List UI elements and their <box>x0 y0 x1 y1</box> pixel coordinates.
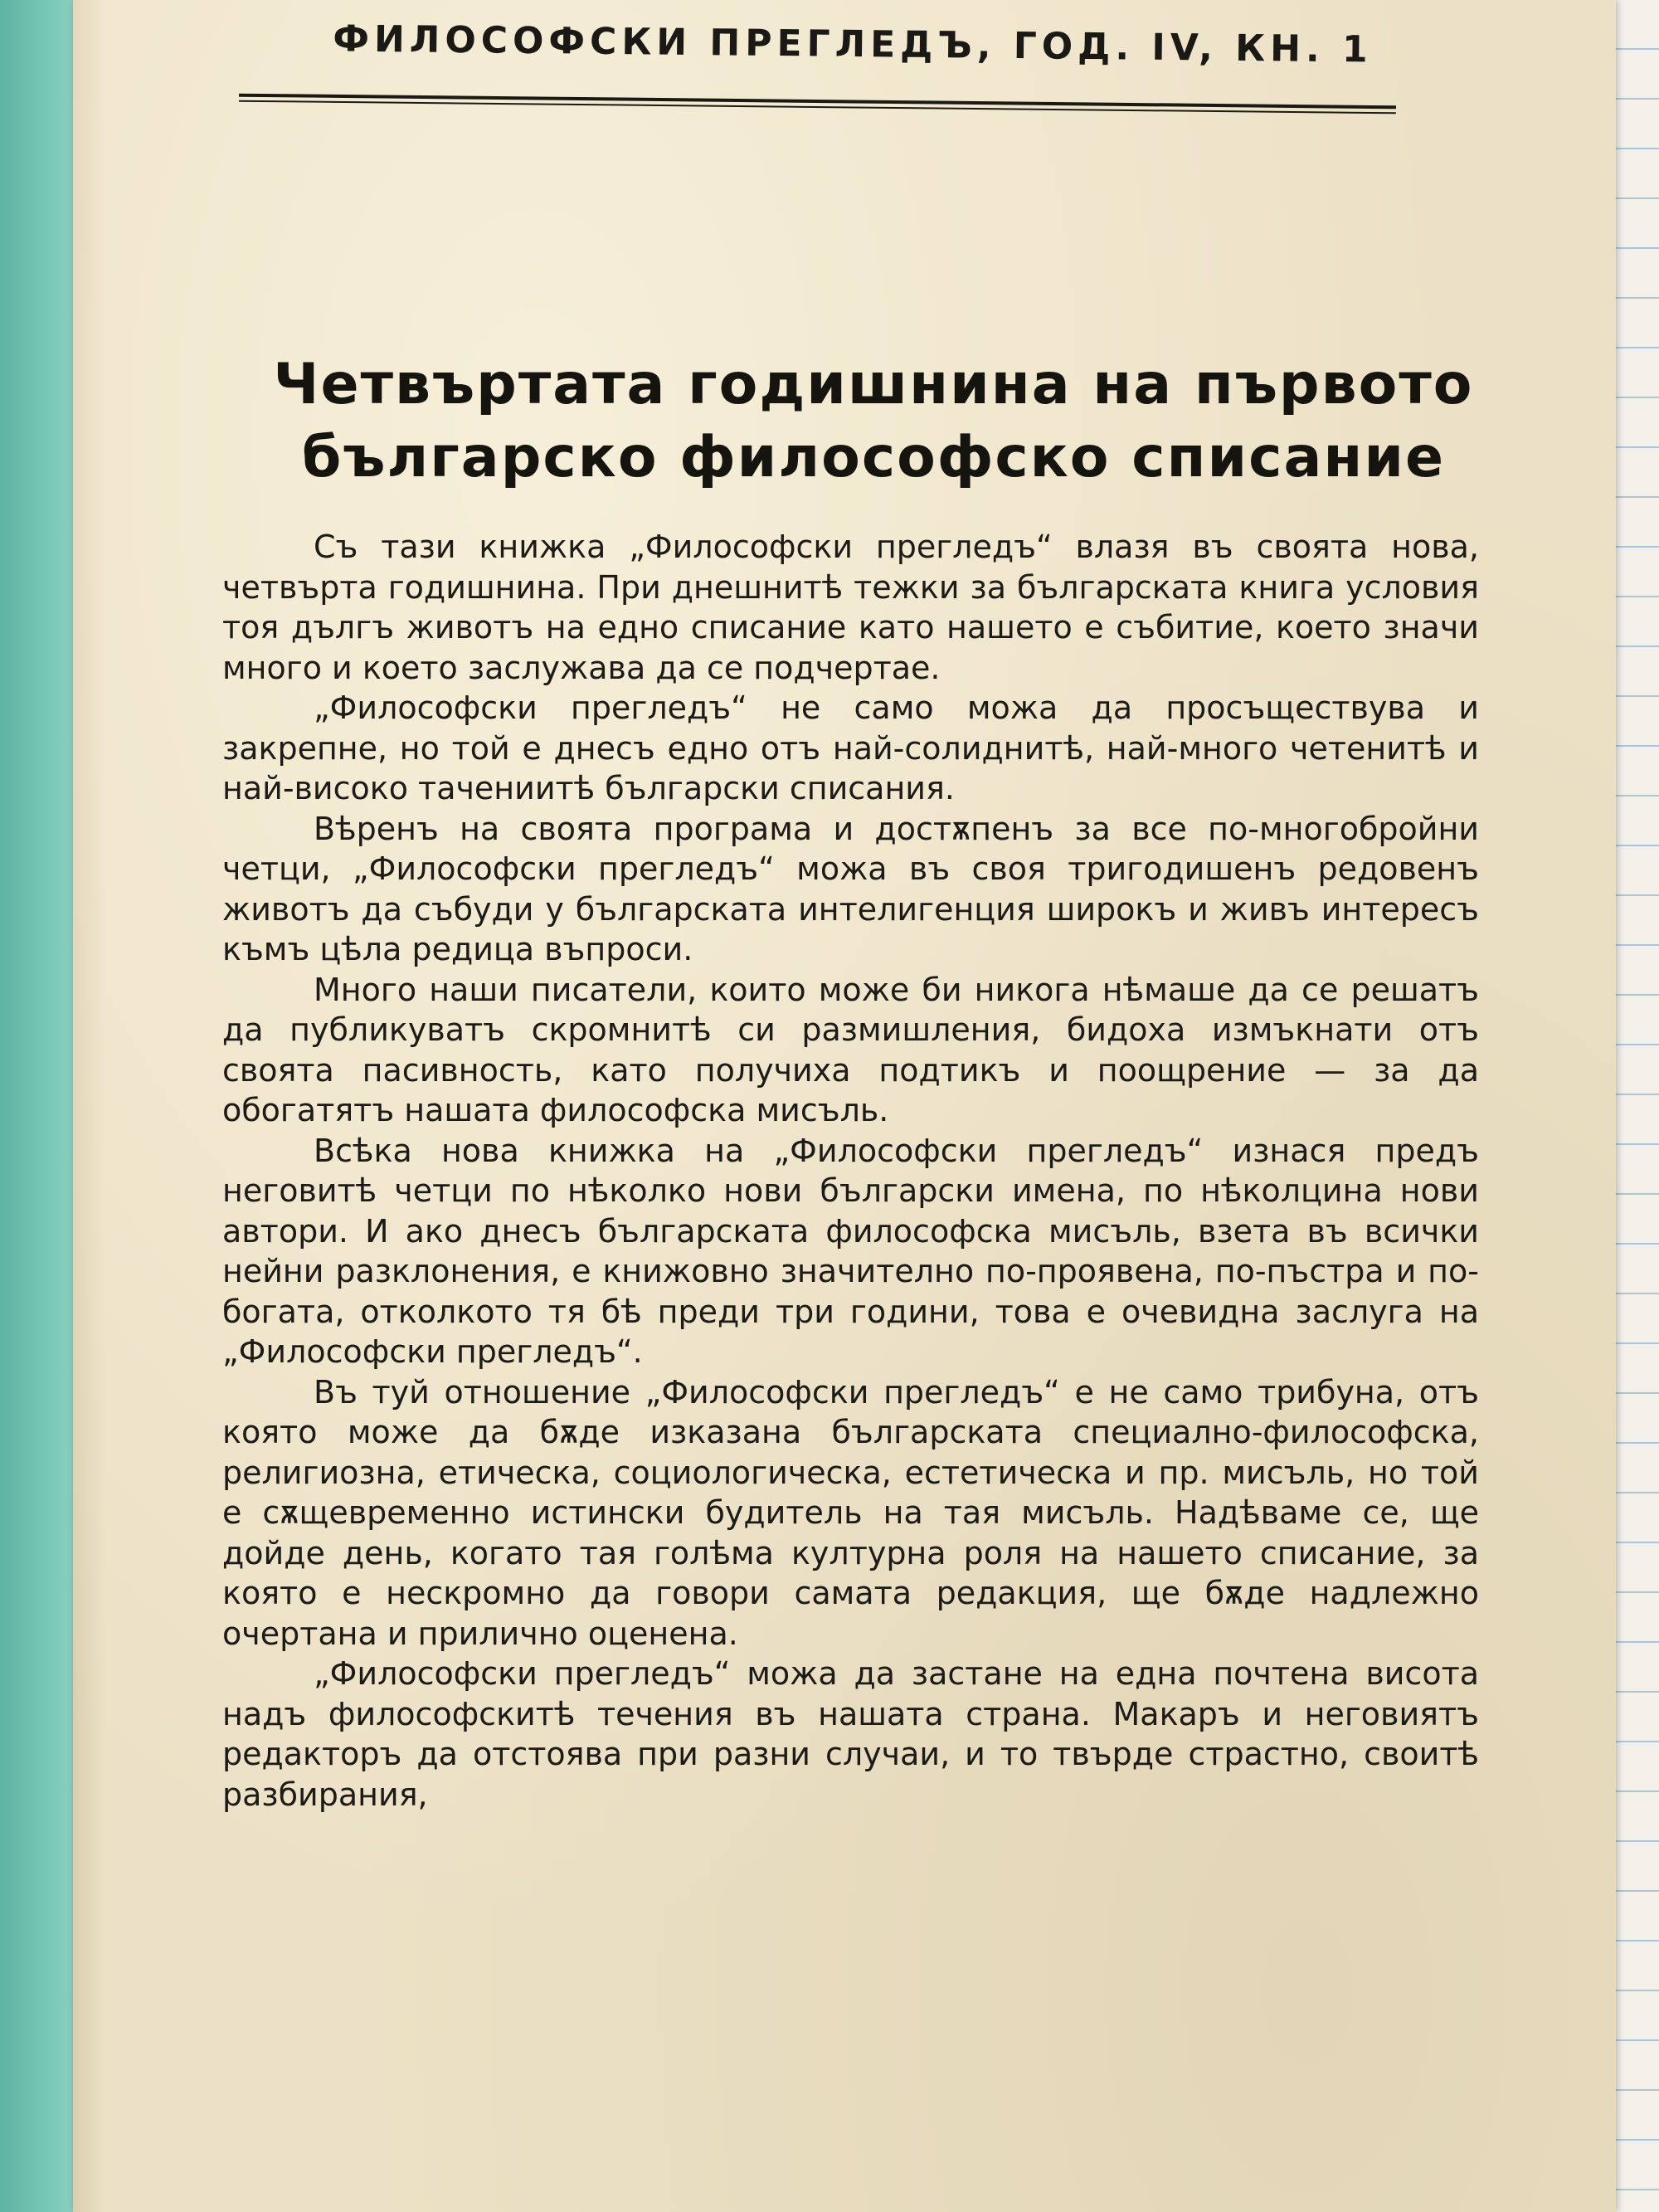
paragraph: Въ туй отношение „Философски прегледъ“ е не само трибуна, отъ която може да бѫде изказана българската специално-философска, религиозна, етическа, социологическа, естетическа и пр. мисъль, но той е сѫщевременно истински будитель на тая мисъль. Надѣваме се, ще дойде день, когато тая голѣма културна роля на нашето списание, за която е нескромно да говори самата редакция, ще бѫде надлежно очертана и прилично оценена. <box>222 1373 1479 1652</box>
title-line-2: българско философско списание <box>301 425 1446 490</box>
article-title <box>226 348 1520 495</box>
book-page <box>73 0 1616 2212</box>
paragraph: „Философски прегледъ“ можа да застане на една почтена висота надъ философскитѣ течения въ нашата страна. Макаръ и неговиятъ редакторъ да отстоява при разни случаи, и то твърде страстно, своитѣ разбирания, <box>222 1655 1479 1813</box>
title-line-1: Четвъртата годишнина на първото <box>273 352 1474 417</box>
paragraph: „Философски прегледъ“ не само можа да просъществува и закрепне, но той е днесъ едно отъ най-солиднитѣ, най-много четенитѣ и най-високо тачениитѣ български списания. <box>222 689 1479 806</box>
paragraph: Много наши писатели, които може би никога нѣмаше да се решатъ да публикуватъ скромнитѣ си размишления, бидоха измъкнати отъ своята пасивность, като получиха подтикъ и поощрение — за да обогатятъ нашата философска мисъль. <box>222 971 1479 1128</box>
paragraph: Вѣренъ на своята програма и достѫпенъ за все по-многобройни четци, „Философски прегледъ“ можа въ своя тригодишенъ редовенъ животъ да събуди у българската интелигенция широкъ и живъ интересъ къмъ цѣла редица въпроси. <box>222 810 1479 967</box>
article-body <box>222 527 1479 1815</box>
paragraph: Съ тази книжка „Философски прегледъ“ влазя въ своята нова, четвърта годишнина. При днешнитѣ тежки за българската книга условия тоя дългъ животъ на едно списание като нашето е събитие, което значи много и което заслужава да се подчертае. <box>222 529 1479 686</box>
left-background-strip <box>0 0 79 2212</box>
header-rule <box>239 94 1396 114</box>
running-header: ФИЛОСОФСКИ ПРЕГЛЕДЪ, ГОД. IV, КН. 1 <box>333 17 1373 71</box>
paragraph: Всѣка нова книжка на „Философски прегледъ“ изнася предъ неговитѣ четци по нѣколко нови български имена, по нѣколцина нови автори. И ако днесъ българската философска мисъль, взета въ всички нейни разклонения, е книжовно значително по-проявена, по-пъстра и по-богата, отколкото тя бѣ преди три години, това е очевидна заслуга на „Философски прегледъ“. <box>222 1132 1479 1370</box>
